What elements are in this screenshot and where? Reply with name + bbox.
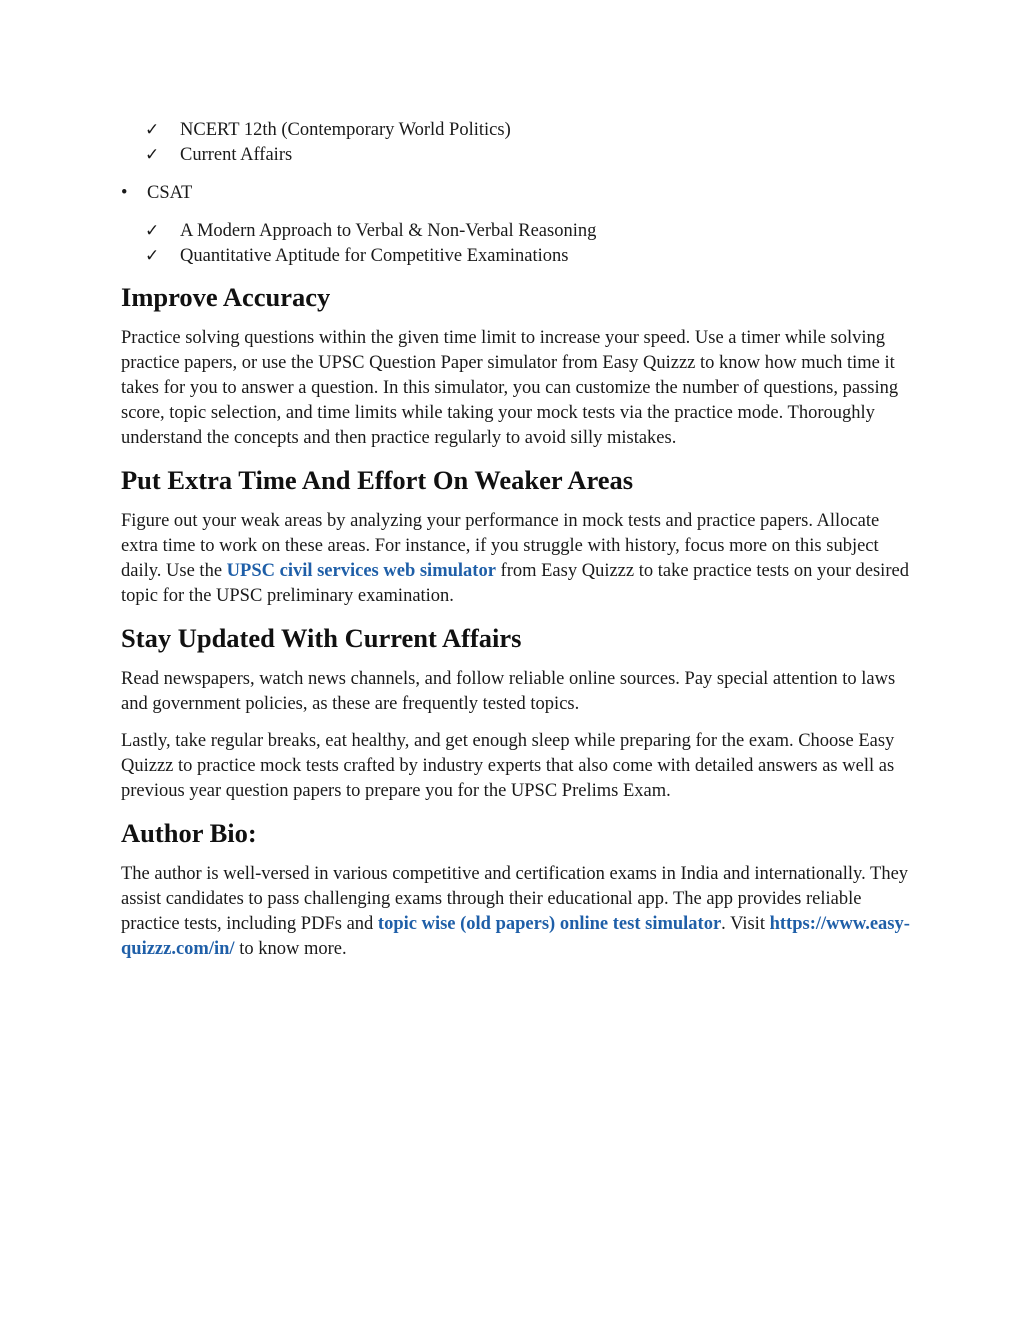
list-item-text: A Modern Approach to Verbal & Non-Verbal Reasoning	[180, 221, 597, 241]
list-item-text: NCERT 12th (Contemporary World Politics)	[180, 120, 511, 140]
document-page	[121, 118, 911, 962]
check-list-2	[121, 219, 911, 269]
paragraph-current-affairs: Read newspapers, watch news channels, and follow reliable online sources. Pay special attention to laws and government policies, as these are frequently tested topics.	[121, 669, 896, 714]
heading-weaker-areas: Put Extra Time And Effort On Weaker Areas	[121, 465, 634, 495]
heading-current-affairs: Stay Updated With Current Affairs	[121, 623, 522, 653]
paragraph-text: from Easy Quizzz to take practice tests on your desired topic for the UPSC preliminary examination.	[121, 561, 909, 606]
list-item-text: Current Affairs	[180, 145, 293, 165]
list-item	[145, 143, 911, 168]
list-item	[145, 244, 911, 269]
paragraph-author-bio	[121, 862, 911, 962]
bullet-item-csat	[121, 181, 911, 206]
list-item-text: Quantitative Aptitude for Competitive Examinations	[180, 246, 569, 266]
paragraph-closing: Lastly, take regular breaks, eat healthy, and get enough sleep while preparing for the exam. Choose Easy Quizzz to practice mock tests crafted by industry experts that also come with detailed answers as well as previous year question papers to prepare you for the UPSC Prelims Exam.	[121, 731, 895, 801]
heading-author-bio: Author Bio:	[121, 818, 257, 848]
topic-wise-simulator-link[interactable]: topic wise (old papers) online test simulator	[377, 914, 722, 934]
paragraph-improve-accuracy: Practice solving questions within the given time limit to increase your speed. Use a timer while solving practice papers, or use the UPSC Question Paper simulator from Easy Quizzz to know how much time it takes for you to answer a question. In this simulator, you can customize the number of questions, passing score, topic selection, and time limits while taking your mock tests via the practice mode. Thoroughly understand the concepts and then practice regularly to avoid silly mistakes.	[121, 328, 899, 448]
list-item	[145, 219, 911, 244]
paragraph-weaker-areas	[121, 509, 911, 609]
check-mark-icon: ✓	[145, 145, 160, 165]
paragraph-text: to know more.	[234, 939, 347, 959]
paragraph-text: The author is well-versed in various competitive and certification exams in India and internationally. They assist candidates to pass challenging exams through their educational app. The app provides reliable practice tests, including PDFs and	[121, 864, 909, 934]
check-list-1	[121, 118, 911, 168]
bullet-label: CSAT	[147, 183, 193, 203]
paragraph-text: Figure out your weak areas by analyzing your performance in mock tests and practice papers. Allocate extra time to work on these areas. For instance, if you struggle with history, focus more on this subject daily. Use the	[121, 511, 880, 581]
bullet-dot-icon: •	[121, 183, 128, 203]
heading-improve-accuracy: Improve Accuracy	[121, 282, 331, 312]
list-item	[145, 118, 911, 143]
check-mark-icon: ✓	[145, 246, 160, 266]
easy-quizzz-website-link[interactable]: https://www.easy-quizzz.com/in/	[121, 914, 910, 959]
paragraph-text: . Visit	[721, 914, 770, 934]
upsc-civil-services-simulator-link[interactable]: UPSC civil services web simulator	[226, 561, 496, 581]
check-mark-icon: ✓	[145, 120, 160, 140]
check-mark-icon: ✓	[145, 221, 160, 241]
